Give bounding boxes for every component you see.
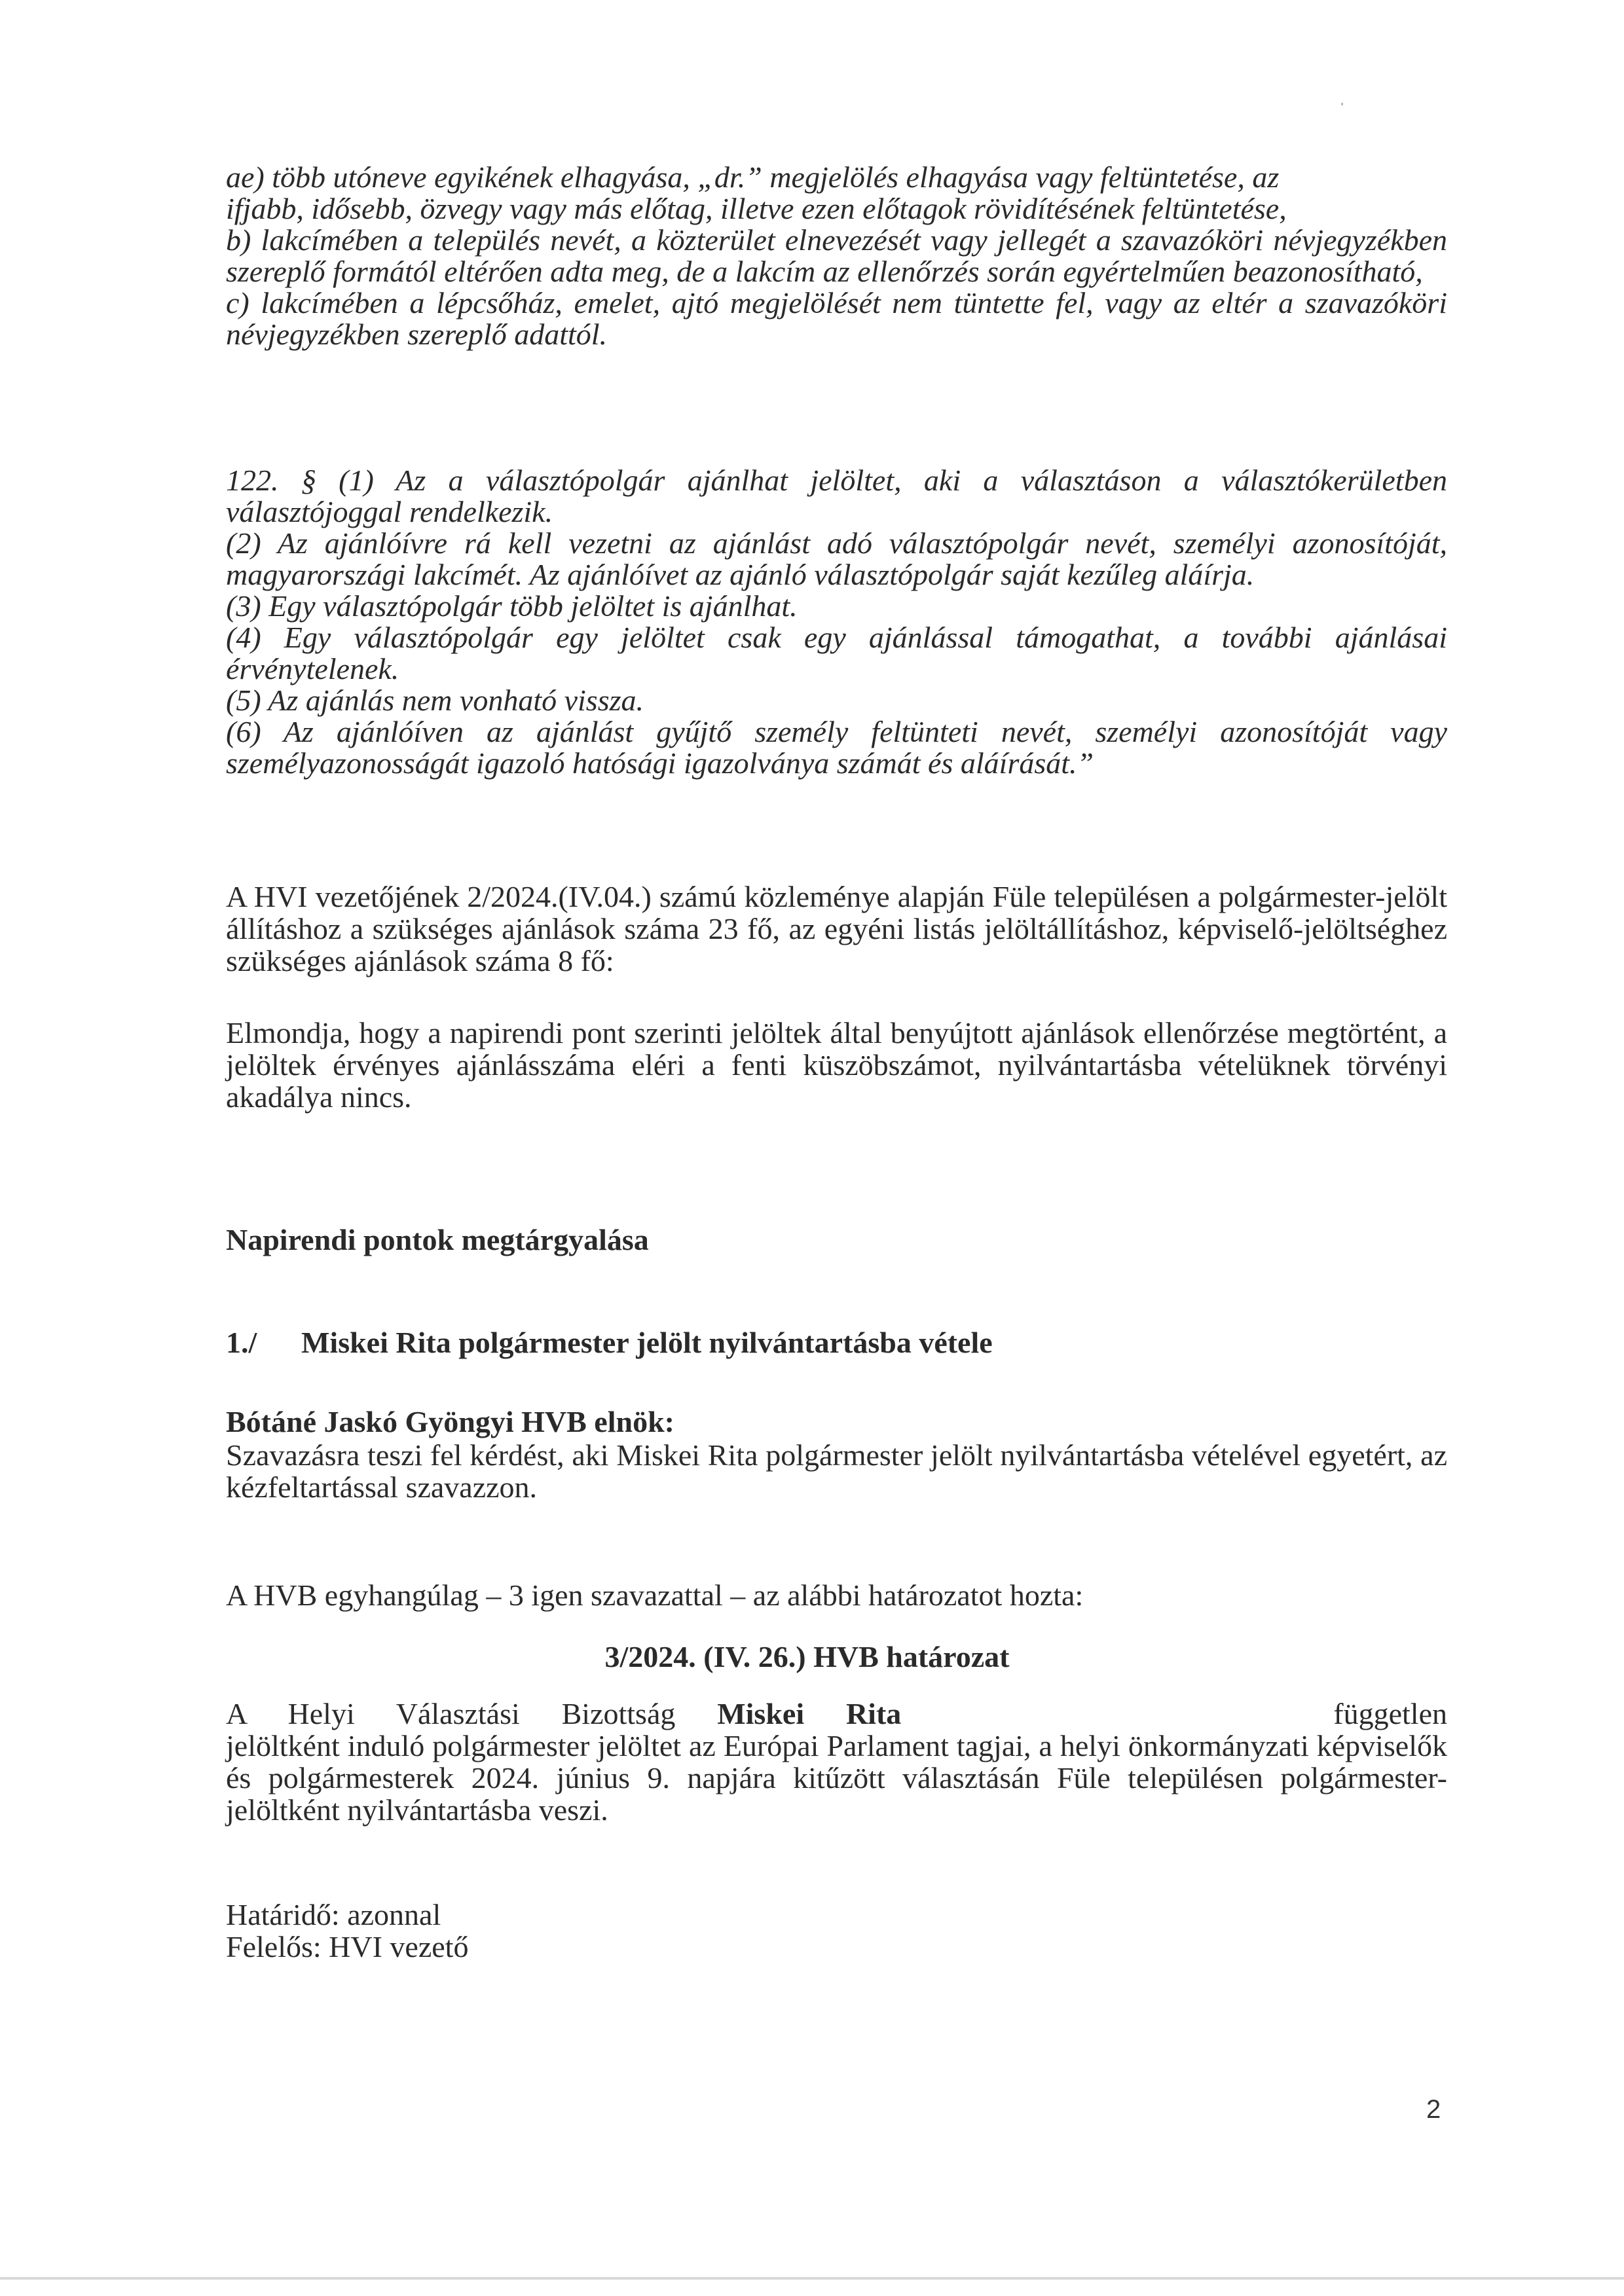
elmondja-text: Elmondja, hogy a napirendi pont szerinti jelöltek által benyújtott ajánlások ellenőrzése megtörtént, a jelöltek érvényes ajánlásszáma eléri a fenti küszöbszámot, nyilvántartásba vételüknek törvényi akadálya nincs. (226, 1016, 1447, 1114)
resolution-rest: jelöltként induló polgármester jelöltet az Európai Parlament tagjai, a helyi önkormányzati képviselők és polgármesterek 2024. június 9. napjára kitűzött választásán Füle településen polgármester-jelöltként nyilvántartásba veszi. (226, 1729, 1447, 1827)
resolution-paragraph (226, 1698, 1447, 1826)
deadline: Határidő: azonnal (226, 1898, 441, 1931)
hvi-notice-paragraph (226, 881, 1447, 977)
law-122-5: (5) Az ajánlás nem vonható vissza. (226, 683, 644, 717)
law-ae-line-1: ae) több utóneve egyikének elhagyása, „dr.” megjelölés elhagyása vagy feltüntetése, az (226, 160, 1280, 194)
speaker-paragraph (226, 1439, 1447, 1503)
law-122-3: (3) Egy választópolgár több jelöltet is ajánlhat. (226, 589, 798, 623)
redacted-area (901, 1704, 1333, 1730)
responsible: Felelős: HVI vezető (226, 1930, 469, 1963)
speaker-text: Szavazásra teszi fel kérdést, aki Miskei Rita polgármester jelölt nyilvántartásba vételével egyetért, az kézfeltartással szavazzon. (226, 1438, 1447, 1504)
agenda-item-heading (226, 1327, 993, 1358)
resolution-independent: független (1333, 1697, 1447, 1730)
agenda-item-number: 1./ (226, 1326, 257, 1359)
resolution-title: 3/2024. (IV. 26.) HVB határozat (604, 1640, 1010, 1673)
scan-speck (1341, 103, 1343, 105)
law-122-2: (2) Az ajánlóívre rá kell vezetni az ajánlást adó választópolgár nevét, személyi azonosítóját, magyarországi lakcímét. Az ajánlóívet az ajánló választópolgár saját kezűleg aláírja. (226, 526, 1447, 591)
law-122-1: 122. § (1) Az a választópolgár ajánlhat jelöltet, aki a választáson a választókerületben választójoggal rendelkezik. (226, 464, 1447, 528)
resolution-first-line (226, 1698, 1447, 1730)
law-122-6: (6) Az ajánlóíven az ajánlást gyűjtő személy feltünteti nevét, személyi azonosítóját vagy személyazonosságát igazoló hatósági igazolványa számát és aláírását.” (226, 715, 1447, 780)
agenda-item-title: Miskei Rita polgármester jelölt nyilvántartásba vétele (301, 1326, 993, 1359)
law-section-122 (226, 465, 1447, 779)
scan-bottom-edge (0, 2277, 1624, 2280)
section-heading: Napirendi pontok megtárgyalása (226, 1223, 649, 1256)
resolution-footer (226, 1899, 1447, 1963)
vote-result: A HVB egyhangúlag – 3 igen szavazattal – az alábbi határozatot hozta: (226, 1578, 1084, 1612)
page-number: 2 (1426, 2095, 1441, 2124)
quoted-law-section (226, 162, 1447, 350)
candidate-name: Miskei Rita (717, 1697, 902, 1730)
resolution-prefix: A Helyi Választási Bizottság (226, 1697, 718, 1730)
law-point-b: b) lakcímében a település nevét, a közterület elnevezését vagy jellegét a szavazóköri névjegyzékben szereplő formától eltérően adta meg, de a lakcím az ellenőrzés során egyértelműen beazonosítható, (226, 223, 1447, 288)
law-point-c: c) lakcímében a lépcsőház, emelet, ajtó megjelölését nem tüntette fel, vagy az eltér a szavazóköri névjegyzékben szereplő adattól. (226, 286, 1447, 351)
hvi-notice-text: A HVI vezetőjének 2/2024.(IV.04.) számú közleménye alapján Füle településen a polgármester-jelölt állításhoz a szükséges ajánlások száma 23 fő, az egyéni listás jelöltállításhoz, képviselő-jelöltséghez szükséges ajánlások száma 8 fő: (226, 880, 1447, 977)
elmondja-paragraph (226, 1017, 1447, 1113)
law-ae-line-2: ifjabb, idősebb, özvegy vagy más előtag, illetve ezen előtagok rövidítésének feltüntetése, (226, 192, 1287, 225)
speaker-label: Bótáné Jaskó Gyöngyi HVB elnök: (226, 1405, 674, 1438)
law-122-4: (4) Egy választópolgár egy jelöltet csak egy ajánlással támogathat, a további ajánlásai érvénytelenek. (226, 621, 1447, 685)
